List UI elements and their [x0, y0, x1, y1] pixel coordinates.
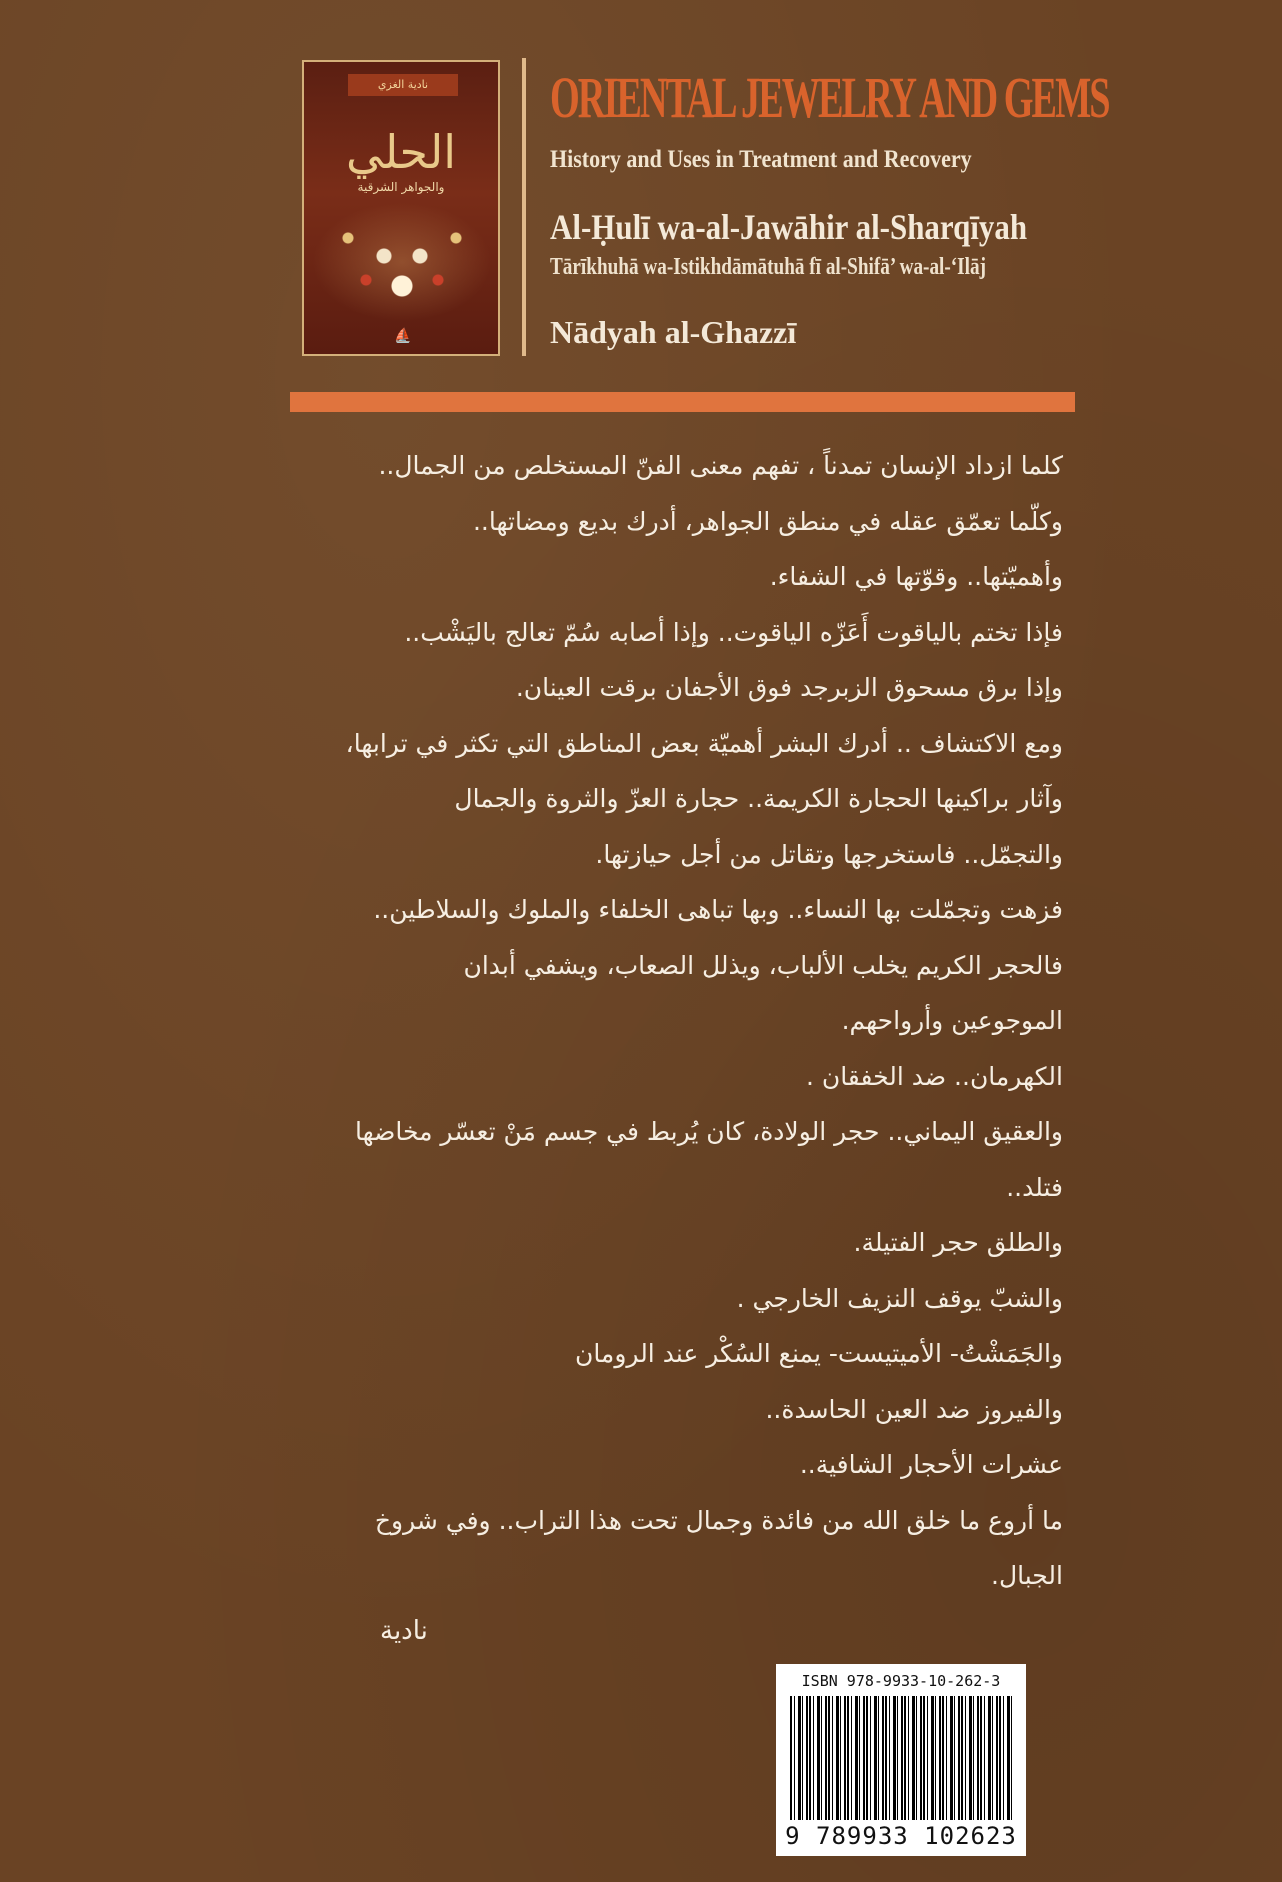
barcode-icon: [790, 1696, 1012, 1820]
blurb-line: والتجمّل.. فاستخرجها وتقاتل من أجل حيازتها.: [595, 839, 1063, 869]
cover-author-band: نادية الغزي: [348, 74, 458, 96]
blurb-line: فزهت وتجمّلت بها النساء.. وبها تباهى الخلفاء والملوك والسلاطين..: [373, 895, 1063, 924]
book-title: ORIENTAL JEWELRY AND GEMS: [550, 65, 1109, 130]
blurb-line: كلما ازداد الإنسان تمدناً ، تفهم معنى الفنّ المستخلص من الجمال..: [378, 451, 1063, 480]
author-name: Nādyah al-Ghazzī: [550, 314, 797, 350]
blurb-line: فإذا تختم بالياقوت أَعَزّه الياقوت.. وإذا أصابه سُمّ تعالج باليَشْب..: [404, 617, 1063, 647]
blurb-line: الكهرمان.. ضد الخفقان .: [805, 1061, 1063, 1091]
signature: نادية: [380, 1616, 428, 1646]
blurb-line: والجَمَشْتُ- الأميتيست- يمنع السُكْر عند الرومان: [574, 1339, 1063, 1368]
blurb-line: وكلّما تعمّق عقله في منطق الجواهر، أدرك بديع ومضاتها..: [472, 506, 1063, 536]
blurb-line: وإذا برق مسحوق الزبرجد فوق الأجفان برقت العينان.: [515, 673, 1063, 702]
blurb-text: [305, 438, 1063, 1604]
accent-bar: [290, 392, 1075, 412]
isbn-label: ISBN 978-9933-10-262-3: [801, 1672, 1001, 1690]
blurb-line: والطلق حجر الفتيلة.: [853, 1228, 1063, 1257]
blurb-line: والفيروز ضد العين الحاسدة..: [765, 1394, 1063, 1424]
cover-thumbnail: [302, 60, 500, 356]
barcode-box: [776, 1664, 1026, 1856]
blurb-line: وآثار براكينها الحجارة الكريمة.. حجارة العزّ والثروة والجمال: [454, 784, 1063, 813]
blurb-line: والعقيق اليماني.. حجر الولادة، كان يُربط في جسم مَنْ تعسّر مخاضها: [354, 1117, 1063, 1146]
book-subtitle: History and Uses in Treatment and Recovery: [550, 146, 972, 173]
blurb-line: وأهميّتها.. وقوّتها في الشفاء.: [769, 562, 1063, 591]
blurb-line: الجبال.: [991, 1561, 1063, 1590]
blurb-line: فتلد..: [1006, 1172, 1063, 1202]
barcode-digits: 9 789933 102623: [785, 1822, 1017, 1850]
blurb-line: والشبّ يوقف النزيف الخارجي .: [736, 1283, 1063, 1313]
blurb-line: ما أروع ما خلق الله من فائدة وجمال تحت هذا التراب.. وفي شروخ: [374, 1505, 1063, 1535]
blurb-line: فالحجر الكريم يخلب الألباب، ويذلل الصعاب، ويشفي أبدان: [463, 950, 1063, 980]
cover-calligraphy-title: الحلي: [345, 125, 457, 179]
blurb-line: ومع الاكتشاف .. أدرك البشر أهميّة بعض المناطق التي تكثر في ترابها،: [345, 728, 1063, 758]
transliterated-title: Al-Ḥulī wa-al-Jawāhir al-Sharqīyah: [550, 207, 1028, 247]
blurb-line: الموجوعين وأرواحهم.: [841, 1006, 1063, 1035]
necklace-image: [312, 202, 492, 322]
transliterated-subtitle: Tārīkhuhā wa-Istikhdāmātuhā fī al-Shifā’ wa-al-‘Ilāj: [550, 254, 986, 280]
header-divider: [522, 58, 526, 356]
cover-subtitle: والجواهر الشرقية: [357, 180, 445, 194]
blurb-line: عشرات الأحجار الشافية..: [799, 1450, 1063, 1479]
publisher-logo-icon: ⛵: [394, 328, 412, 344]
